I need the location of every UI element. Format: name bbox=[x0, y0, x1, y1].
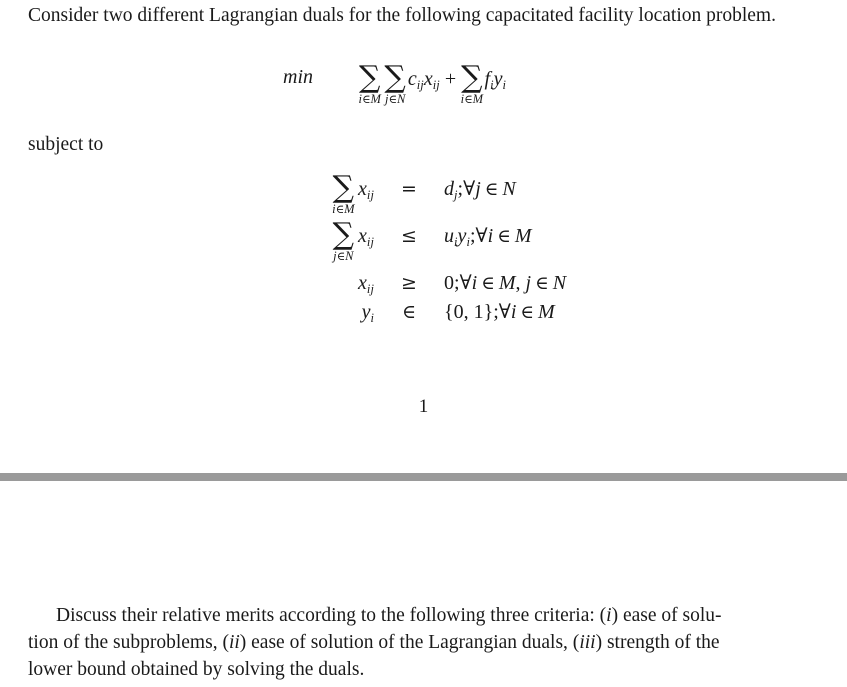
sigma-icon: ∑ bbox=[332, 170, 355, 206]
page-number: 1 bbox=[418, 396, 429, 417]
summation-limit-im-2: i∈M bbox=[460, 92, 484, 106]
summation-operator-im bbox=[332, 170, 355, 217]
summation-limit: j∈N bbox=[333, 249, 354, 264]
constraint-row bbox=[150, 176, 566, 223]
closing-line-1: Discuss their relative merits according to the following three criteria: (i) ease of solu- bbox=[56, 605, 722, 626]
summation-limit: i∈M bbox=[332, 202, 355, 217]
constraint-3-rhs: 0;∀i ∈ M, j ∈ N bbox=[444, 270, 567, 294]
objective-plus-sign: + bbox=[444, 67, 457, 90]
constraint-4-lhs: $y_i$ bbox=[361, 301, 374, 325]
sigma-icon: ∑ bbox=[461, 60, 483, 95]
intro-paragraph: Consider two different Lagrangian duals for the following capacitated facility location problem. bbox=[28, 5, 776, 26]
constraint-row bbox=[150, 223, 566, 270]
sigma-icon: ∑ bbox=[359, 60, 381, 95]
constraint-1-relation: = bbox=[401, 178, 417, 200]
constraint-1-rhs: $d_j;\forall j$ ∈ N bbox=[444, 176, 516, 202]
summation-limit-jn: j∈N bbox=[384, 92, 406, 106]
sigma-icon: ∑ bbox=[332, 217, 355, 253]
closing-line-3: lower bound obtained by solving the duals. bbox=[28, 659, 365, 680]
constraint-1-lhs bbox=[150, 170, 384, 223]
constraint-3-relation: ≥ bbox=[401, 272, 417, 294]
summation-limit-im: i∈M bbox=[358, 92, 381, 106]
objective-term-fy: $f_iy_i$ bbox=[484, 67, 507, 92]
page-separator bbox=[0, 473, 847, 481]
summation-operator-im-2 bbox=[460, 60, 484, 106]
constraint-3-lhs: $x_{ij}$ bbox=[358, 272, 374, 296]
summation-operator-jn bbox=[384, 60, 406, 106]
constraint-2-rhs: $u_iy_i;\forall i$ ∈ M bbox=[444, 223, 532, 249]
subject-to-label: subject to bbox=[28, 134, 104, 155]
sigma-icon: ∑ bbox=[384, 60, 406, 95]
summation-operator-jn bbox=[332, 217, 355, 264]
objective-min-label: min bbox=[283, 66, 313, 88]
objective-function bbox=[283, 60, 507, 106]
constraint-row bbox=[150, 299, 566, 328]
constraint-1-variable: $x_{ij}$ bbox=[358, 178, 374, 202]
summation-operator-im bbox=[358, 60, 381, 106]
closing-line-2: tion of the subproblems, (ii) ease of solution of the Lagrangian duals, (iii) strength of the bbox=[28, 632, 720, 653]
constraint-4-relation: ∈ bbox=[401, 301, 417, 323]
constraint-row bbox=[150, 270, 566, 299]
objective-term-cx: $c_{ij}x_{ij}$ bbox=[407, 67, 440, 92]
constraint-2-relation: ≤ bbox=[401, 225, 417, 247]
objective-terms bbox=[358, 60, 507, 106]
constraint-2-lhs bbox=[150, 217, 384, 270]
constraint-2-variable: $x_{ij}$ bbox=[358, 225, 374, 249]
constraint-4-rhs: {0, 1};∀i ∈ M bbox=[444, 299, 555, 323]
closing-paragraph bbox=[28, 602, 819, 683]
constraints-block bbox=[150, 170, 567, 328]
